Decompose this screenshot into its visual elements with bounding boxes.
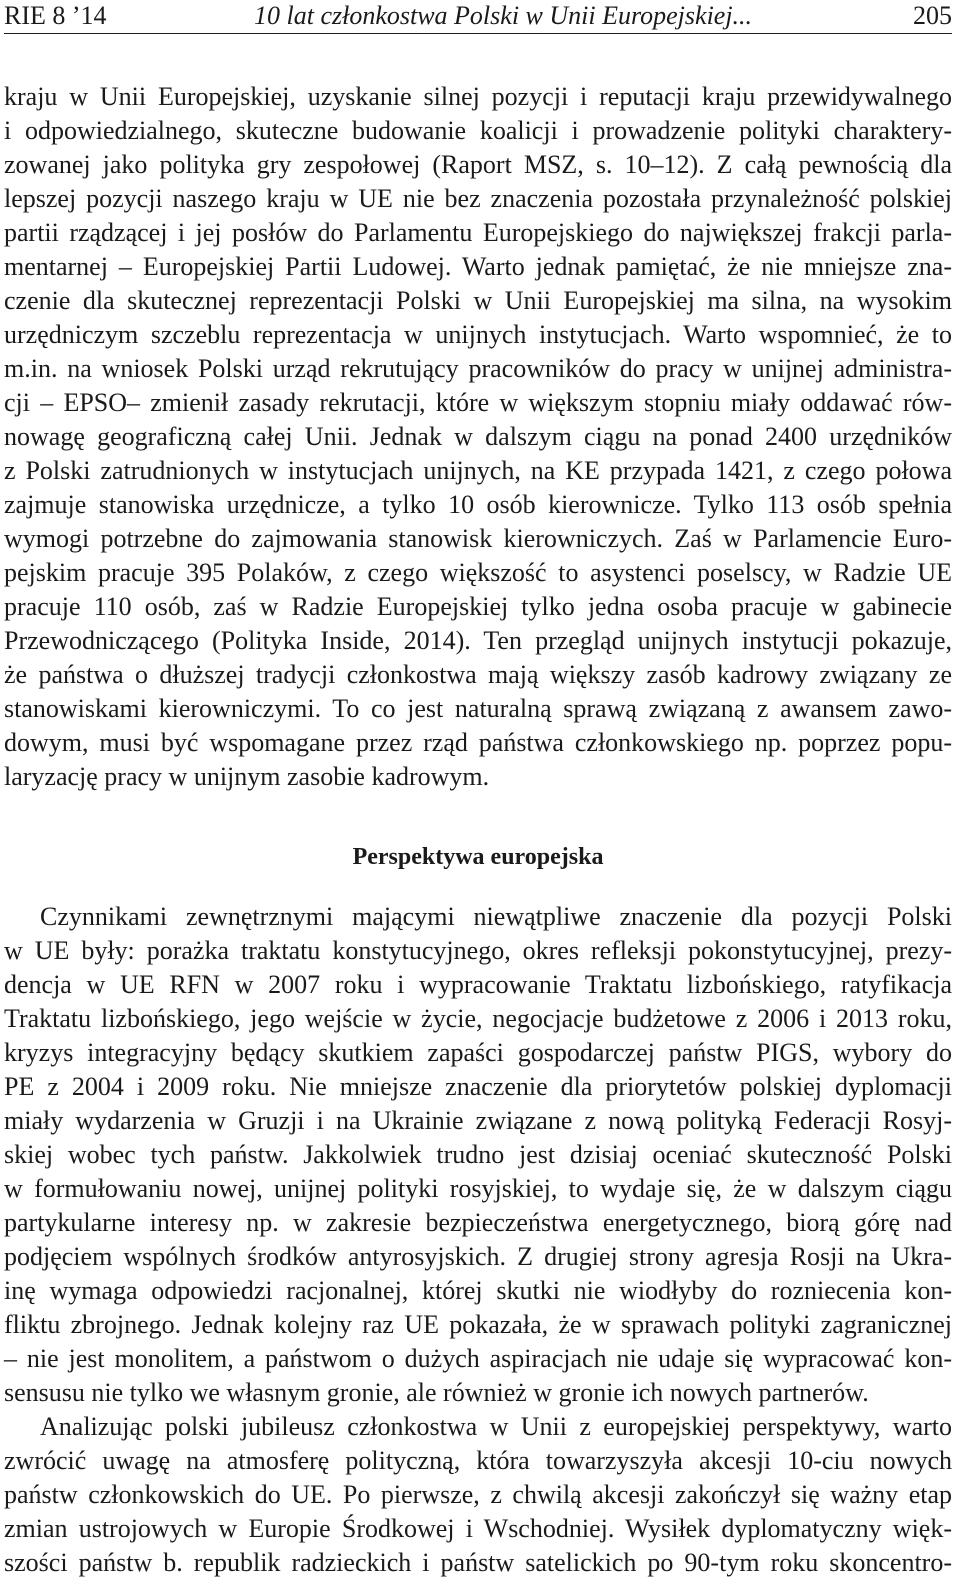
text-line: czenie dla skutecznej reprezentacji Polski w Unii Europejskiej ma silna, na wysokim: [4, 286, 952, 315]
paragraph-3: [4, 1410, 952, 1580]
text-line: zmian ustrojowych w Europie Środkowej i Wschodniej. Wysiłek dyplomatyczny więk-: [4, 1514, 952, 1543]
text-line: Analizując polski jubileusz członkostwa w Unii z europejskiej perspektywy, warto: [40, 1412, 952, 1441]
text-line: stanowiskami kierowniczymi. To co jest naturalną sprawą związaną z awansem zawo-: [4, 694, 952, 723]
text-line: sensusu nie tylko we własnym gronie, ale również w gronie ich nowych partnerów.: [4, 1378, 869, 1407]
text-line: szości państw b. republik radzieckich i państw satelickich po 90-tym roku skoncentro-: [4, 1548, 952, 1577]
text-line: z Polski zatrudnionych w instytucjach unijnych, na KE przypada 1421, z czego połowa: [4, 456, 952, 485]
text-line: Czynnikami zewnętrznymi mającymi niewątpliwe znaczenie dla pozycji Polski: [40, 902, 952, 931]
section-heading: Perspektywa europejska: [352, 844, 604, 870]
section-body: [4, 900, 952, 1580]
text-line: urzędniczym szczeblu reprezentacja w unijnych instytucjach. Warto wspomnieć, że to: [4, 320, 952, 349]
text-line: fliktu zbrojnego. Jednak kolejny raz UE pokazała, że w sprawach polityki zagranicznej: [4, 1310, 952, 1339]
text-line: lepszej pozycji naszego kraju w UE nie bez znaczenia pozostała przynależność polskiej: [4, 184, 952, 213]
text-line: zajmuje stanowiska urzędnicze, a tylko 10 osób kierownicze. Tylko 113 osób spełnia: [4, 490, 952, 519]
text-line: w formułowaniu nowej, unijnej polityki rosyjskiej, to wydaje się, że w dalszym ciągu: [4, 1174, 952, 1203]
text-line: partii rządzącej i jej posłów do Parlamentu Europejskiego do największej frakcji parla-: [4, 218, 952, 247]
text-line: – nie jest monolitem, a państwom o dużych aspiracjach nie udaje się wypracować kon-: [4, 1344, 952, 1373]
running-header: [4, 0, 952, 34]
text-line: pejskim pracuje 395 Polaków, z czego większość to asystenci poselscy, w Radzie UE: [4, 558, 952, 587]
text-line: zwrócić uwagę na atmosferę polityczną, która towarzyszyła akcesji 10-ciu nowych: [4, 1446, 952, 1475]
text-line: zowanej jako polityka gry zespołowej (Raport MSZ, s. 10–12). Z całą pewnością dla: [4, 150, 952, 179]
text-line: podjęciem wspólnych środków antyrosyjskich. Z drugiej strony agresja Rosji na Ukra-: [4, 1242, 952, 1271]
text-line: kryzys integracyjny będący skutkiem zapaści gospodarczej państw PIGS, wybory do: [4, 1038, 952, 1067]
text-line: skiej wobec tych państw. Jakkolwiek trudno jest dzisiaj oceniać skuteczność Polski: [4, 1140, 952, 1169]
text-line: m.in. na wniosek Polski urząd rekrutujący pracowników do pracy w unijnej administra-: [4, 354, 952, 383]
text-line: że państwa o dłuższej tradycji członkostwa mają większy zasób kadrowy związany ze: [4, 660, 952, 689]
text-line: pracuje 110 osób, zaś w Radzie Europejskiej tylko jedna osoba pracuje w gabinecie: [4, 592, 952, 621]
text-line: dowym, musi być wspomagane przez rząd państwa członkowskiego np. poprzez popu-: [4, 728, 952, 757]
running-title: 10 lat członkostwa Polski w Unii Europejskiej...: [254, 1, 753, 30]
journal-label: RIE 8 ’14: [4, 1, 107, 30]
text-line: cji – EPSO– zmienił zasady rekrutacji, które w większym stopniu miały oddawać rów-: [4, 388, 952, 417]
text-line: dencja w UE RFN w 2007 roku i wypracowanie Traktatu lizbońskiego, ratyfikacja: [4, 970, 952, 999]
text-line: laryzację pracy w unijnym zasobie kadrowym.: [4, 762, 490, 791]
text-line: Traktatu lizbońskiego, jego wejście w życie, negocjacje budżetowe z 2006 i 2013 roku,: [4, 1004, 952, 1033]
text-line: PE z 2004 i 2009 roku. Nie mniejsze znaczenie dla priorytetów polskiej dyplomacji: [4, 1072, 952, 1101]
text-line: w UE były: porażka traktatu konstytucyjnego, okres refleksji pokonstytucyjnej, prezy-: [4, 936, 952, 965]
text-line: mentarnej – Europejskiej Partii Ludowej. Warto jednak pamiętać, że nie mniejsze zna-: [4, 252, 952, 281]
page-number: 205: [913, 1, 952, 30]
text-line: partykularne interesy np. w zakresie bezpieczeństwa energetycznego, biorą górę nad: [4, 1208, 952, 1237]
text-line: miały wydarzenia w Gruzji i na Ukrainie związane z nową polityką Federacji Rosyj-: [4, 1106, 952, 1135]
text-line: państw członkowskich do UE. Po pierwsze, z chwilą akcesji zakończył się ważny etap: [4, 1480, 952, 1509]
text-line: nowagę geograficzną całej Unii. Jednak w dalszym ciągu na ponad 2400 urzędników: [4, 422, 952, 451]
text-line: inę wymaga odpowiedzi racjonalnej, której skutki nie wiodłyby do rozniecenia kon-: [4, 1276, 952, 1305]
text-line: Przewodniczącego (Polityka Inside, 2014). Ten przegląd unijnych instytucji pokazuje,: [4, 626, 952, 655]
paragraph-1: [4, 80, 952, 794]
text-line: wymogi potrzebne do zajmowania stanowisk kierowniczych. Zaś w Parlamencie Euro-: [4, 524, 952, 553]
text-line: i odpowiedzialnego, skuteczne budowanie koalicji i prowadzenie polityki charaktery-: [4, 116, 952, 145]
text-line: kraju w Unii Europejskiej, uzyskanie silnej pozycji i reputacji kraju przewidywalnego: [4, 82, 952, 111]
paragraph-2: [4, 900, 952, 1410]
